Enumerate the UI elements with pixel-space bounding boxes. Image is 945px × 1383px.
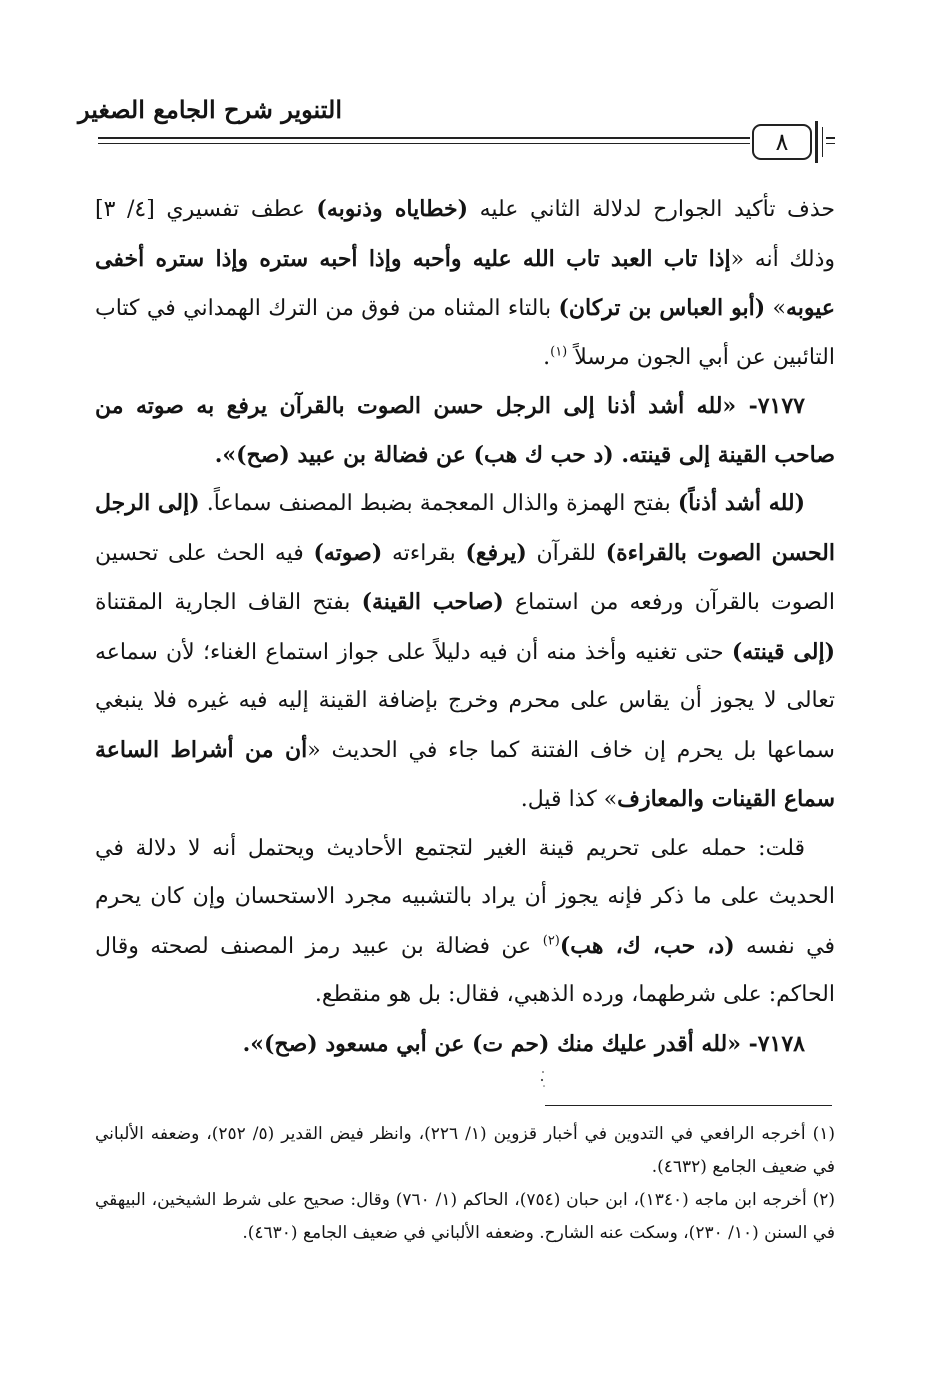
bold-run: (يرفع) (465, 539, 527, 566)
text-run: بقراءته (382, 540, 466, 566)
text-run: . (543, 344, 551, 370)
bold-run: (د، حب، ك، هب) (559, 932, 735, 959)
text-run: » (765, 296, 786, 321)
bold-run: (إلى قينته) (731, 638, 835, 665)
header-ornament-dash-thin (826, 143, 835, 144)
text-run: حذف تأكيد الجوارح لدلالة الثاني عليه (468, 197, 835, 222)
bold-run: (لله أشد أذناً) (677, 490, 805, 516)
bold-run: (صاحب القينة) (361, 589, 504, 615)
text-run: بالتاء المثناه من فوق من الترك الهمداني في كتاب التائبين عن أبي الجون مرسلاً (95, 296, 835, 370)
hadith-7178: ٧١٧٨- «لله أقدر عليك منك (حم ت) عن أبي مسعود (صح)». (242, 1030, 805, 1057)
main-text (95, 185, 835, 1068)
commentary-7177 (95, 479, 835, 825)
footnote-2: (٢) أخرجه ابن ماجه (١٣٤٠)، ابن حبان (٧٥٤)، الحاكم (١/ ٧٦٠) وقال: صحيح على شرط الشيخين، البيهقي في السنن (١٠/ ٢٣٠)، وسكت عنه الشارح. وضعفه الألباني في ضعيف الجامع (٤٦٣٠). (95, 1190, 835, 1243)
bold-run: (أبو العباس بن تركان) (558, 295, 766, 321)
header-rule-thin (98, 143, 750, 144)
footnote-ref-2[interactable]: (٢) (542, 933, 560, 949)
commentary-qultu (95, 825, 835, 1020)
text-run: للقرآن (526, 540, 606, 566)
footnotes (95, 1118, 835, 1250)
text-run: حتى تغنيه وأخذ منه أن فيه دليلاً على جواز استماع الغناء؛ لأن سماعه تعالى لا يجوز أن يقاس على محرم وخرج بإضافة القينة إليه فيه غيره فلا ينبغي سماعها بل يحرم إن خاف الفتنة كما جاء في الحديث « (95, 639, 835, 763)
hadith-quote: إذا تاب العبد تاب الله عليه وأحبه وإذا أحبه ستره وإذا ستره أخفى عيوبه (95, 245, 835, 321)
print-speck (538, 1068, 548, 1090)
footnote-1: (١) أخرجه الرافعي في التدوين في أخبار قزوين (١/ ٢٢٦)، وانظر فيض القدير (٥/ ٢٥٢)، وضعفه الألباني في ضعيف الجامع (٤٦٣٢). (95, 1124, 835, 1177)
header-ornament-bar-thin (822, 127, 823, 157)
bold-run: (خطاياه وذنوبه) (316, 196, 468, 222)
text-run: عطف تفسيري [٤/ ٣] وذلك أنه « (95, 197, 835, 272)
footnote-separator (545, 1105, 832, 1106)
text-run: عن فضالة بن عبيد رمز المصنف لصحته وقال الحاكم: على شرطهما، ورده الذهبي، فقال: بل هو منقطع. (95, 933, 835, 1007)
paragraph-1 (95, 185, 835, 382)
text-run: بفتح الهمزة والذال المعجمة بضبط المصنف سماعاً. (199, 491, 678, 516)
text-run: » كذا قيل. (520, 787, 618, 812)
text-run: قلت: حمله على تحريم قينة الغير لتجتمع الأحاديث ويحتمل أنه لا دلالة في الحديث على ما ذكر فإنه يجوز أن يراد بالتشبيه مجرد الاستحسان وإن كان يحرم في نفسه (95, 835, 836, 959)
header-rule (98, 137, 750, 139)
header-ornament-bar (815, 121, 818, 163)
page-number: ٨ (752, 124, 812, 160)
hadith-7177: ٧١٧٧- «لله أشد أذنا إلى الرجل حسن الصوت بالقرآن يرفع به صوته من صاحب القينة إلى قينته. (د حب ك هب) عن فضالة بن عبيد (صح)». (95, 393, 835, 468)
running-header-title: التنوير شرح الجامع الصغير (78, 95, 342, 124)
bold-run: (صوته) (313, 539, 383, 566)
bold-run: (إلى الرجل الحسن الصوت بالقراءة) (95, 490, 835, 566)
text-run: فيه الحث على تحسين الصوت بالقرآن ورفعه من استماع (95, 540, 835, 615)
hadith-quote: أن من أشراط الساعة سماع القينات والمعازف (95, 736, 835, 812)
text-run: بفتح القاف الجارية المقتناة (95, 590, 362, 615)
footnote-ref-1[interactable]: (١) (550, 344, 568, 360)
header-ornament-dash (826, 137, 835, 139)
